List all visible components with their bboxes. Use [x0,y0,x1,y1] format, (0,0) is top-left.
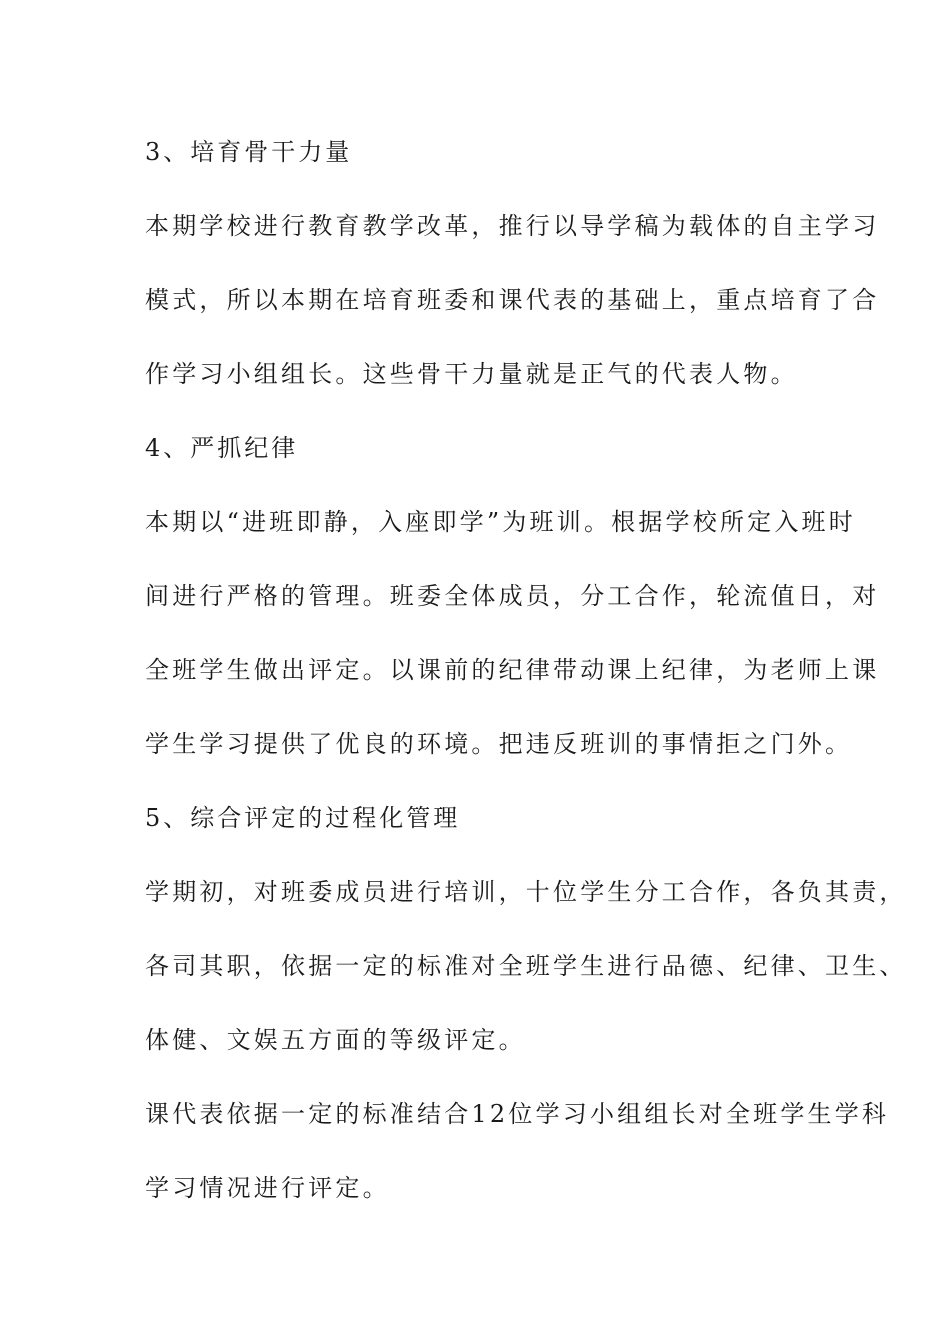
paragraph-line: 各司其职，依据一定的标准对全班学生进行品德、纪律、卫生、 [145,952,907,980]
paragraph-line: 本期学校进行教育教学改革，推行以导学稿为载体的自主学习 [145,212,880,240]
paragraph-line: 本期以“进班即静，入座即学”为班训。根据学校所定入班时 [145,508,856,536]
paragraph-line: 模式，所以本期在培育班委和课代表的基础上，重点培育了合 [145,286,880,314]
paragraph-line: 学生学习提供了优良的环境。把违反班训的事情拒之门外。 [145,730,853,758]
section-heading-5: 5、综合评定的过程化管理 [145,804,461,832]
section-heading-3: 3、培育骨干力量 [145,138,353,166]
paragraph-line: 全班学生做出评定。以课前的纪律带动课上纪律，为老师上课 [145,656,880,684]
paragraph-line: 学期初，对班委成员进行培训，十位学生分工合作，各负其责， [145,878,907,906]
paragraph-line: 学习情况进行评定。 [145,1174,390,1202]
paragraph-line: 体健、文娱五方面的等级评定。 [145,1026,526,1054]
paragraph-line: 间进行严格的管理。班委全体成员，分工合作，轮流值日，对 [145,582,880,610]
section-heading-4: 4、严抓纪律 [145,434,299,462]
paragraph-line: 作学习小组组长。这些骨干力量就是正气的代表人物。 [145,360,798,388]
paragraph-line: 课代表依据一定的标准结合12位学习小组组长对全班学生学科 [145,1100,890,1128]
